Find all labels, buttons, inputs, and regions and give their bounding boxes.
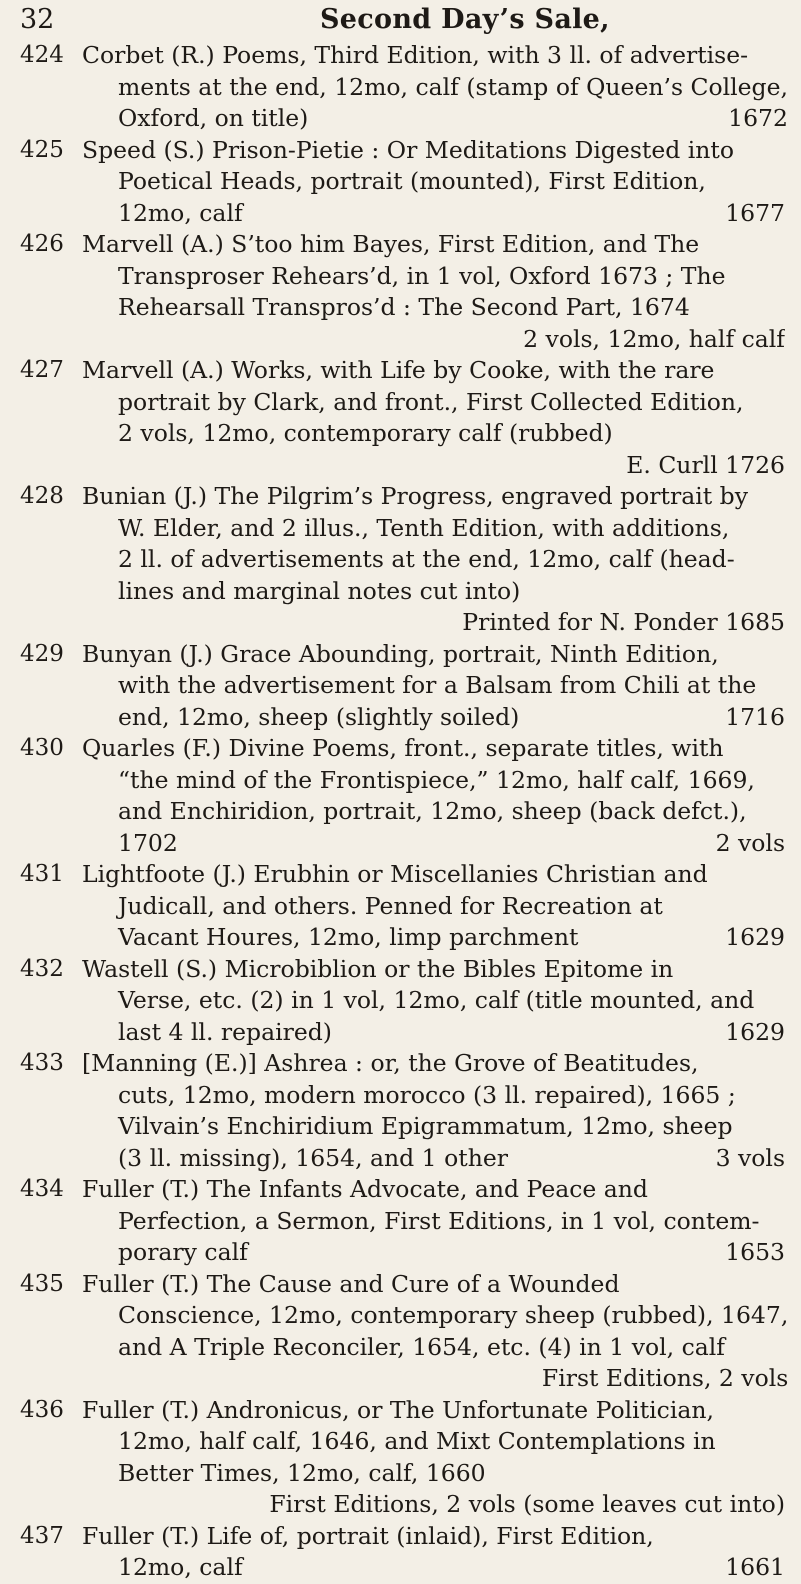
lot-description — [82, 954, 785, 1049]
lot-line: Transproser Rehears’d, in 1 vol, Oxford 1673 ; The — [118, 261, 726, 290]
lot-line: Perfection, a Sermon, First Editions, in 1 vol, contem- — [118, 1206, 760, 1235]
lot-number: 435 — [20, 1270, 64, 1297]
lot-line: and A Triple Reconciler, 1654, etc. (4) in 1 vol, calf — [118, 1332, 725, 1361]
lot-line: 2 vols, 12mo, half calf — [523, 324, 785, 353]
lot-number: 430 — [20, 735, 64, 761]
lot-line: Marvell (A.) Works, with Life by Cooke, with the rare — [82, 356, 715, 384]
lot-line: Vacant Houres, 12mo, limp parchment 1629 — [118, 923, 785, 951]
lot-description — [82, 229, 785, 355]
lot-entry — [20, 135, 785, 230]
lot-line: with the advertisement for a Balsam from Chili at the — [118, 671, 757, 699]
lot-number: 427 — [20, 357, 64, 383]
lot-number: 434 — [20, 1176, 64, 1202]
lot-line: W. Elder, and 2 illus., Tenth Edition, with additions, — [118, 513, 730, 542]
lot-line: portrait by Clark, and front., First Collected Edition, — [118, 387, 744, 416]
lot-line: (3 ll. missing), 1654, and 1 other 3 vols — [118, 1143, 785, 1172]
page-number: 32 — [20, 4, 55, 35]
lot-description — [82, 40, 788, 135]
lot-description — [82, 639, 785, 734]
running-head: Second Day’s Sale, — [320, 4, 610, 35]
lot-entry — [20, 859, 785, 954]
lot-line: Verse, etc. (2) in 1 vol, 12mo, calf (title mounted, and — [118, 986, 755, 1014]
lot-entry — [20, 40, 788, 135]
lot-line: ments at the end, 12mo, calf (stamp of Queen’s College, — [118, 72, 788, 101]
lot-entry — [20, 733, 785, 859]
lot-entry — [20, 355, 785, 481]
lot-number: 424 — [20, 42, 64, 68]
lot-line: lines and marginal notes cut into) — [118, 576, 521, 605]
lot-description — [82, 859, 785, 954]
lot-description — [82, 733, 785, 859]
lot-line: Quarles (F.) Divine Poems, front., separate titles, with — [82, 734, 724, 762]
lot-line: Bunyan (J.) Grace Abounding, portrait, Ninth Edition, — [82, 639, 719, 668]
lot-line: Fuller (T.) The Infants Advocate, and Peace and — [82, 1175, 648, 1203]
lot-entry — [20, 954, 785, 1049]
lot-description — [82, 1395, 785, 1521]
lot-line: Judicall, and others. Penned for Recreation at — [118, 891, 663, 920]
lot-line: porary calf 1653 — [118, 1238, 785, 1266]
lot-entry — [20, 1269, 789, 1395]
lot-number: 437 — [20, 1522, 64, 1549]
lot-line: Marvell (A.) S’too him Bayes, First Edition, and The — [82, 230, 700, 258]
lot-entry — [20, 1521, 785, 1584]
lot-line: Vilvain’s Enchiridium Epigrammatum, 12mo, sheep — [118, 1112, 733, 1140]
lot-description — [82, 1048, 785, 1174]
lot-number: 432 — [20, 955, 64, 982]
lot-line: Bunian (J.) The Pilgrim’s Progress, engraved portrait by — [82, 482, 748, 510]
lot-line: Lightfoote (J.) Erubhin or Miscellanies Christian and — [82, 860, 708, 888]
lot-entry — [20, 481, 785, 639]
lot-line: cuts, 12mo, modern morocco (3 ll. repaired), 1665 ; — [118, 1080, 736, 1109]
lot-line: Printed for N. Ponder 1685 — [462, 608, 785, 636]
lot-line: Conscience, 12mo, contemporary sheep (rubbed), 1647, — [118, 1301, 789, 1329]
lot-entry — [20, 229, 785, 355]
lot-line: Corbet (R.) Poems, Third Edition, with 3 ll. of advertise- — [82, 41, 749, 69]
lot-number: 426 — [20, 231, 64, 257]
lot-line: end, 12mo, sheep (slightly soiled) 1716 — [118, 702, 785, 731]
lot-description — [82, 355, 785, 481]
lot-line: Oxford, on title) 1672 — [118, 104, 788, 132]
lot-line: First Editions, 2 vols — [541, 1364, 789, 1392]
lot-line: 12mo, calf 1677 — [118, 198, 785, 227]
lot-line: 12mo, half calf, 1646, and Mixt Contemplations in — [118, 1427, 716, 1455]
lot-entry — [20, 639, 785, 734]
lot-number: 425 — [20, 136, 64, 163]
lot-entry — [20, 1395, 785, 1521]
lot-number: 429 — [20, 640, 64, 667]
lot-line: Fuller (T.) Life of, portrait (inlaid), First Edition, — [82, 1521, 654, 1550]
lot-line: Better Times, 12mo, calf, 1660 — [118, 1458, 486, 1487]
lot-line: last 4 ll. repaired) 1629 — [118, 1017, 785, 1046]
lot-entry — [20, 1174, 785, 1269]
lot-number: 431 — [20, 861, 64, 887]
lot-number: 436 — [20, 1396, 64, 1423]
lot-line: Speed (S.) Prison-Pietie : Or Meditations Digested into — [82, 135, 735, 164]
lot-list — [20, 40, 789, 1584]
lot-line: Fuller (T.) The Cause and Cure of a Wounded — [82, 1269, 620, 1298]
lot-description — [82, 1269, 788, 1395]
lot-description — [82, 1174, 785, 1269]
lot-entry — [20, 1048, 785, 1174]
lot-line: E. Curll 1726 — [626, 450, 785, 479]
lot-description — [82, 481, 785, 639]
lot-line: Poetical Heads, portrait (mounted), First Edition, — [118, 167, 706, 195]
lot-line: 2 ll. of advertisements at the end, 12mo, calf (head- — [118, 545, 735, 573]
lot-line: 1702 2 vols — [118, 828, 785, 857]
lot-description — [82, 135, 785, 230]
lot-line: Fuller (T.) Andronicus, or The Unfortunate Politician, — [82, 1395, 714, 1424]
lot-line: Wastell (S.) Microbiblion or the Bibles Epitome in — [82, 954, 674, 983]
lot-line: First Editions, 2 vols (some leaves cut into) — [269, 1490, 785, 1518]
lot-line: and Enchiridion, portrait, 12mo, sheep (back defct.), — [118, 797, 747, 825]
page-header — [20, 4, 781, 44]
lot-description — [82, 1521, 785, 1584]
lot-number: 433 — [20, 1050, 64, 1076]
lot-line: Rehearsall Transpros’d : The Second Part, 1674 — [118, 293, 690, 321]
lot-number: 428 — [20, 483, 64, 509]
lot-line: “the mind of the Frontispiece,” 12mo, half calf, 1669, — [118, 765, 755, 794]
lot-line: 2 vols, 12mo, contemporary calf (rubbed) — [118, 419, 613, 447]
lot-line: 12mo, calf 1661 — [118, 1553, 785, 1581]
lot-line: [Manning (E.)] Ashrea : or, the Grove of Beatitudes, — [82, 1049, 699, 1077]
